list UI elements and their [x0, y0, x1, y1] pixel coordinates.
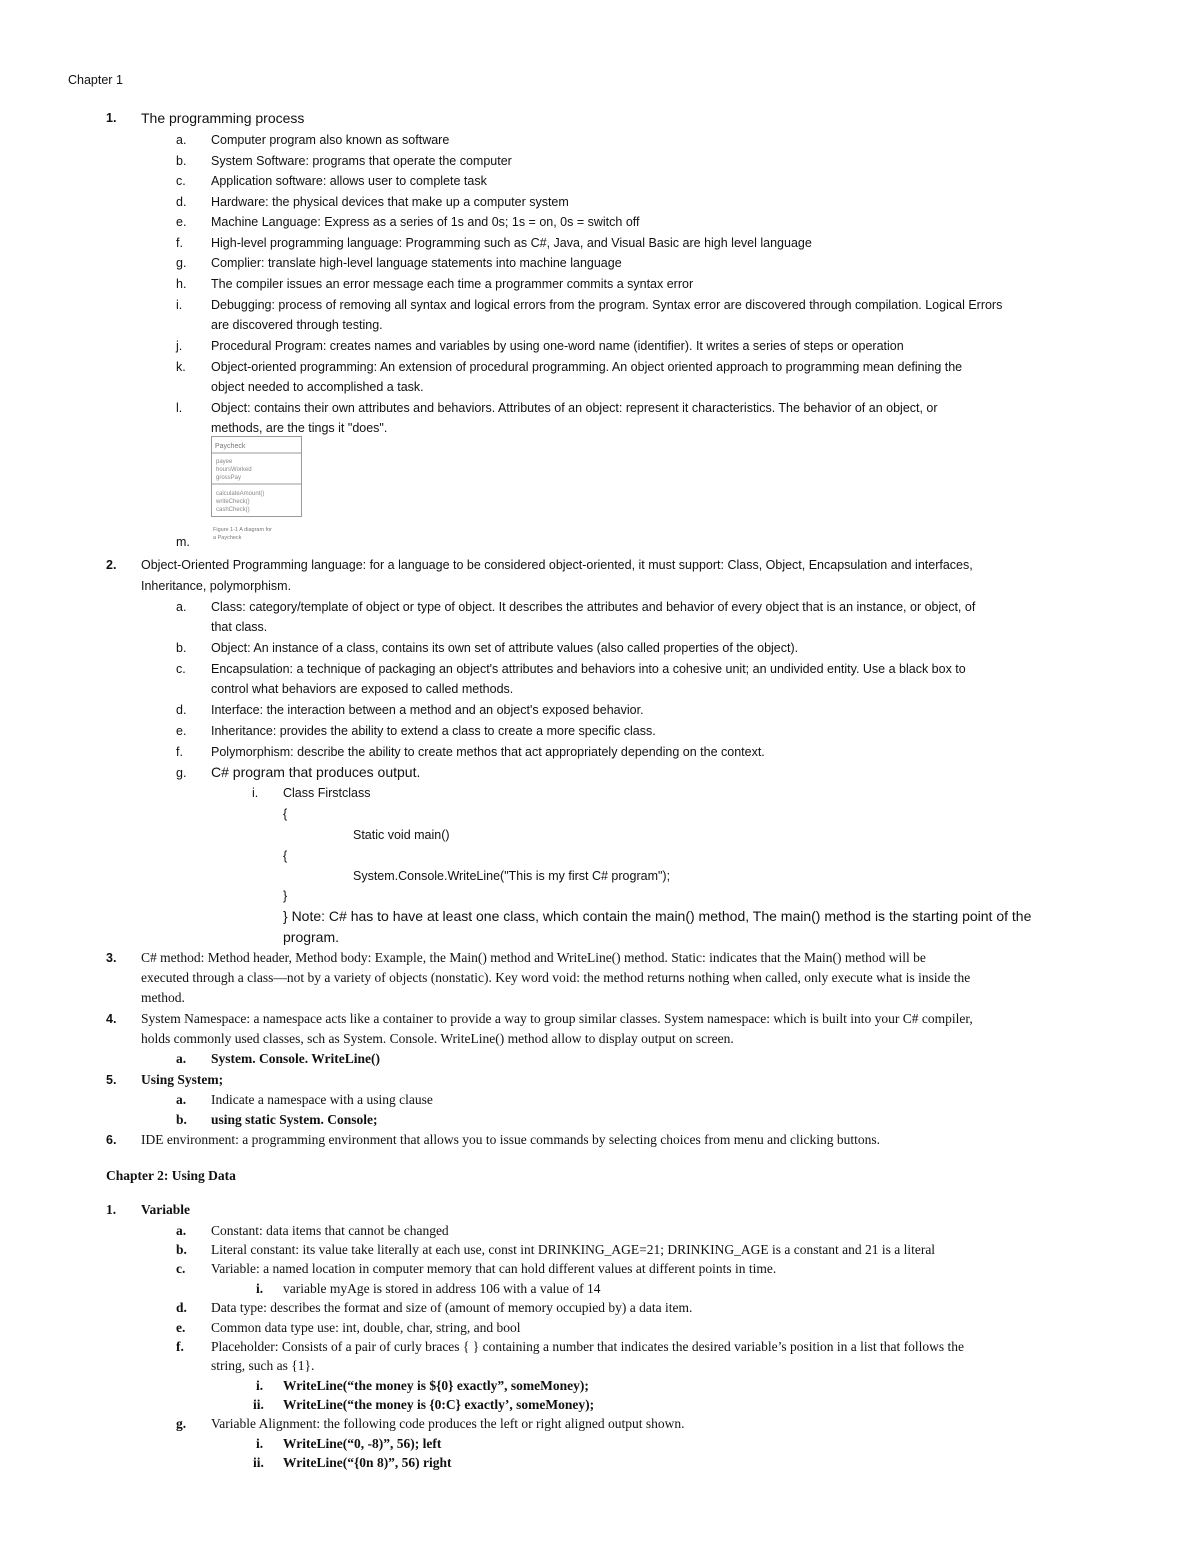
- code-line: }: [283, 889, 288, 903]
- list-marker: e.: [176, 1320, 186, 1335]
- code-note: } Note: C# has to have at least one class, which contain the main() method, The main() method is the starting point of the: [283, 908, 1032, 924]
- list-item: Variable: a named location in computer memory that can hold different values at different points in time.: [211, 1261, 777, 1276]
- list-item: variable myAge is stored in address 106 with a value of 14: [283, 1281, 601, 1296]
- list-marker: g.: [176, 1416, 187, 1431]
- list-item-continuation: string, such as {1}.: [211, 1358, 315, 1373]
- list-marker: b.: [176, 641, 187, 655]
- paragraph-line: IDE environment: a programming environment that allows you to issue commands by selecting choices from menu and clicking buttons.: [141, 1132, 880, 1147]
- list-marker: a.: [176, 1223, 187, 1238]
- list-marker: d.: [176, 195, 187, 209]
- list-item: Machine Language: Express as a series of 1s and 0s; 1s = on, 0s = switch off: [211, 215, 640, 229]
- list-marker: b.: [176, 1112, 187, 1127]
- ch1-s1-number: 1.: [106, 111, 117, 125]
- ch2-s1-number: 1.: [106, 1202, 117, 1217]
- list-item: Data type: describes the format and size of (amount of memory occupied by) a data item.: [211, 1300, 693, 1315]
- list-marker: k.: [176, 360, 186, 374]
- list-item: Object: An instance of a class, contains its own set of attribute values (also called properties of the object).: [211, 641, 799, 655]
- list-marker: h.: [176, 277, 187, 291]
- list-item: Encapsulation: a technique of packaging an object's attributes and behaviors into a cohesive unit; an undivided entity. Use a black box to: [211, 662, 966, 676]
- code-note: program.: [283, 929, 340, 945]
- list-item: Application software: allows user to complete task: [211, 174, 487, 188]
- list-item: Debugging: process of removing all syntax and logical errors from the program. Syntax error are discovered through compilation. Logical Errors: [211, 298, 1003, 312]
- code-line: {: [283, 849, 288, 863]
- list-item-continuation: object needed to accomplished a task.: [211, 380, 424, 394]
- code-line: WriteLine(“the money is ${0} exactly”, someMoney);: [283, 1378, 589, 1393]
- paragraph-line: holds commonly used classes, sch as System. Console. WriteLine() method allow to display output on screen.: [141, 1031, 734, 1046]
- list-marker: d.: [176, 1300, 187, 1315]
- list-item: Complier: translate high-level language statements into machine language: [211, 256, 622, 270]
- list-marker: c.: [176, 1261, 186, 1276]
- list-marker: g.: [176, 766, 187, 780]
- class-method: calculateAmount(): [216, 491, 265, 497]
- list-marker: c.: [176, 174, 186, 188]
- ch1-s5-number: 5.: [106, 1073, 117, 1087]
- list-marker: e.: [176, 215, 187, 229]
- list-item: Literal constant: its value take literally at each use, const int DRINKING_AGE=21; DRINKING_AGE is a constant and 21 is a literal: [211, 1242, 936, 1257]
- ch1-s3-number: 3.: [106, 951, 117, 965]
- list-item: Class: category/template of object or type of object. It describes the attributes and behavior of every object that is an instance, or object, of: [211, 600, 976, 614]
- list-item: Procedural Program: creates names and variables by using one-word name (identifier). It writes a series of steps or operation: [211, 339, 904, 353]
- chapter2-title: Chapter 2: Using Data: [106, 1168, 236, 1183]
- list-item: Inheritance: provides the ability to extend a class to create a more specific class.: [211, 724, 656, 738]
- list-item: Variable Alignment: the following code produces the left or right aligned output shown.: [211, 1416, 685, 1431]
- list-marker: m.: [176, 535, 190, 549]
- list-item: High-level programming language: Programming such as C#, Java, and Visual Basic are high level language: [211, 236, 812, 250]
- class-attribute: grossPay: [216, 475, 242, 481]
- list-marker: b.: [176, 154, 187, 168]
- paragraph-line: executed through a class—not by a variety of objects (nonstatic). Key word void: the method returns nothing when called, only execute what is inside the: [141, 970, 971, 985]
- ch1-s1-title: The programming process: [141, 110, 305, 126]
- list-item-continuation: that class.: [211, 620, 268, 634]
- ch1-s6-number: 6.: [106, 1133, 117, 1147]
- list-item-continuation: are discovered through testing.: [211, 318, 383, 332]
- list-marker: b.: [176, 1242, 187, 1257]
- code-line: WriteLine(“{0n 8)”, 56) right: [283, 1455, 452, 1470]
- class-attribute: hoursWorked: [216, 467, 252, 473]
- list-marker: c.: [176, 662, 186, 676]
- list-marker: a.: [176, 600, 187, 614]
- list-marker: i.: [252, 786, 259, 800]
- list-marker: l.: [176, 401, 183, 415]
- class-method: writeCheck(): [216, 499, 250, 505]
- class-name: Paycheck: [215, 443, 246, 450]
- list-marker: i.: [256, 1436, 264, 1451]
- list-marker: i.: [256, 1378, 264, 1393]
- list-item: Hardware: the physical devices that make up a computer system: [211, 195, 569, 209]
- paragraph-line: Inheritance, polymorphism.: [141, 579, 292, 593]
- list-item: Object: contains their own attributes and behaviors. Attributes of an object: represent it characteristics. The behavior of an object, or: [211, 401, 938, 415]
- list-marker: f.: [176, 1339, 184, 1354]
- class-diagram-figure: [211, 436, 303, 542]
- paragraph-line: Using System;: [141, 1072, 224, 1087]
- list-item: Polymorphism: describe the ability to create methos that act appropriately depending on the context.: [211, 745, 765, 759]
- list-marker: i.: [256, 1281, 264, 1296]
- list-item: Indicate a namespace with a using clause: [211, 1092, 433, 1107]
- list-item: Object-oriented programming: An extension of procedural programming. An object oriented approach to programming mean defining the: [211, 360, 963, 374]
- paragraph-line: System Namespace: a namespace acts like a container to provide a way to group similar classes. System namespace: which is built into your C# compiler,: [141, 1011, 973, 1026]
- list-item: Placeholder: Consists of a pair of curly braces { } containing a number that indicates the desired variable’s position in a list that follows the: [211, 1339, 965, 1354]
- list-marker: i.: [176, 298, 183, 312]
- code-line: Static void main(): [353, 828, 450, 842]
- list-item-continuation: control what behaviors are exposed to called methods.: [211, 682, 514, 696]
- code-line: WriteLine(“the money is {0:C} exactly’, someMoney);: [283, 1397, 595, 1412]
- list-item: Common data type use: int, double, char, string, and bool: [211, 1320, 521, 1335]
- ch1-s2-number: 2.: [106, 558, 117, 572]
- list-item: System Software: programs that operate the computer: [211, 154, 512, 168]
- code-line: System.Console.WriteLine("This is my first C# program");: [353, 869, 671, 883]
- code-line: Class Firstclass: [283, 786, 371, 800]
- list-marker: ii.: [253, 1455, 264, 1470]
- paragraph-line: C# method: Method header, Method body: Example, the Main() method and WriteLine() method. Static: indicates that the Main() method will be: [141, 950, 926, 965]
- class-attribute: payee: [216, 459, 233, 465]
- list-marker: f.: [176, 745, 183, 759]
- list-marker: d.: [176, 703, 187, 717]
- paycheck-class-diagram: [211, 436, 303, 542]
- list-marker: a.: [176, 1092, 187, 1107]
- chapter1-title: Chapter 1: [68, 73, 123, 87]
- ch1-s4-number: 4.: [106, 1012, 117, 1026]
- list-item: Interface: the interaction between a method and an object's exposed behavior.: [211, 703, 644, 717]
- paragraph-line: method.: [141, 990, 185, 1005]
- code-line: WriteLine(“0, -8)”, 56); left: [283, 1436, 442, 1451]
- list-item: C# program that produces output.: [211, 764, 421, 780]
- figure-caption: Figure 1-1 A diagram for: [213, 527, 273, 533]
- list-marker: ii.: [253, 1397, 264, 1412]
- list-marker: a.: [176, 133, 187, 147]
- list-marker: a.: [176, 1051, 187, 1066]
- ch2-s1-title: Variable: [141, 1202, 191, 1217]
- list-marker: j.: [176, 339, 183, 353]
- list-marker: e.: [176, 724, 187, 738]
- code-line: {: [283, 807, 288, 821]
- list-item: System. Console. WriteLine(): [211, 1051, 380, 1066]
- paragraph-line: Object-Oriented Programming language: for a language to be considered object-oriented, it must support: Class, Object, Encapsulation and interfaces,: [141, 558, 973, 572]
- list-marker: f.: [176, 236, 183, 250]
- list-item: Constant: data items that cannot be changed: [211, 1223, 449, 1238]
- figure-caption: a Paycheck: [213, 535, 242, 541]
- list-item-continuation: methods, are the tings it "does".: [211, 421, 388, 435]
- list-item: The compiler issues an error message each time a programmer commits a syntax error: [211, 277, 694, 291]
- list-item: using static System. Console;: [211, 1112, 378, 1127]
- list-item: Computer program also known as software: [211, 133, 450, 147]
- list-marker: g.: [176, 256, 187, 270]
- class-method: cashCheck(): [216, 507, 250, 513]
